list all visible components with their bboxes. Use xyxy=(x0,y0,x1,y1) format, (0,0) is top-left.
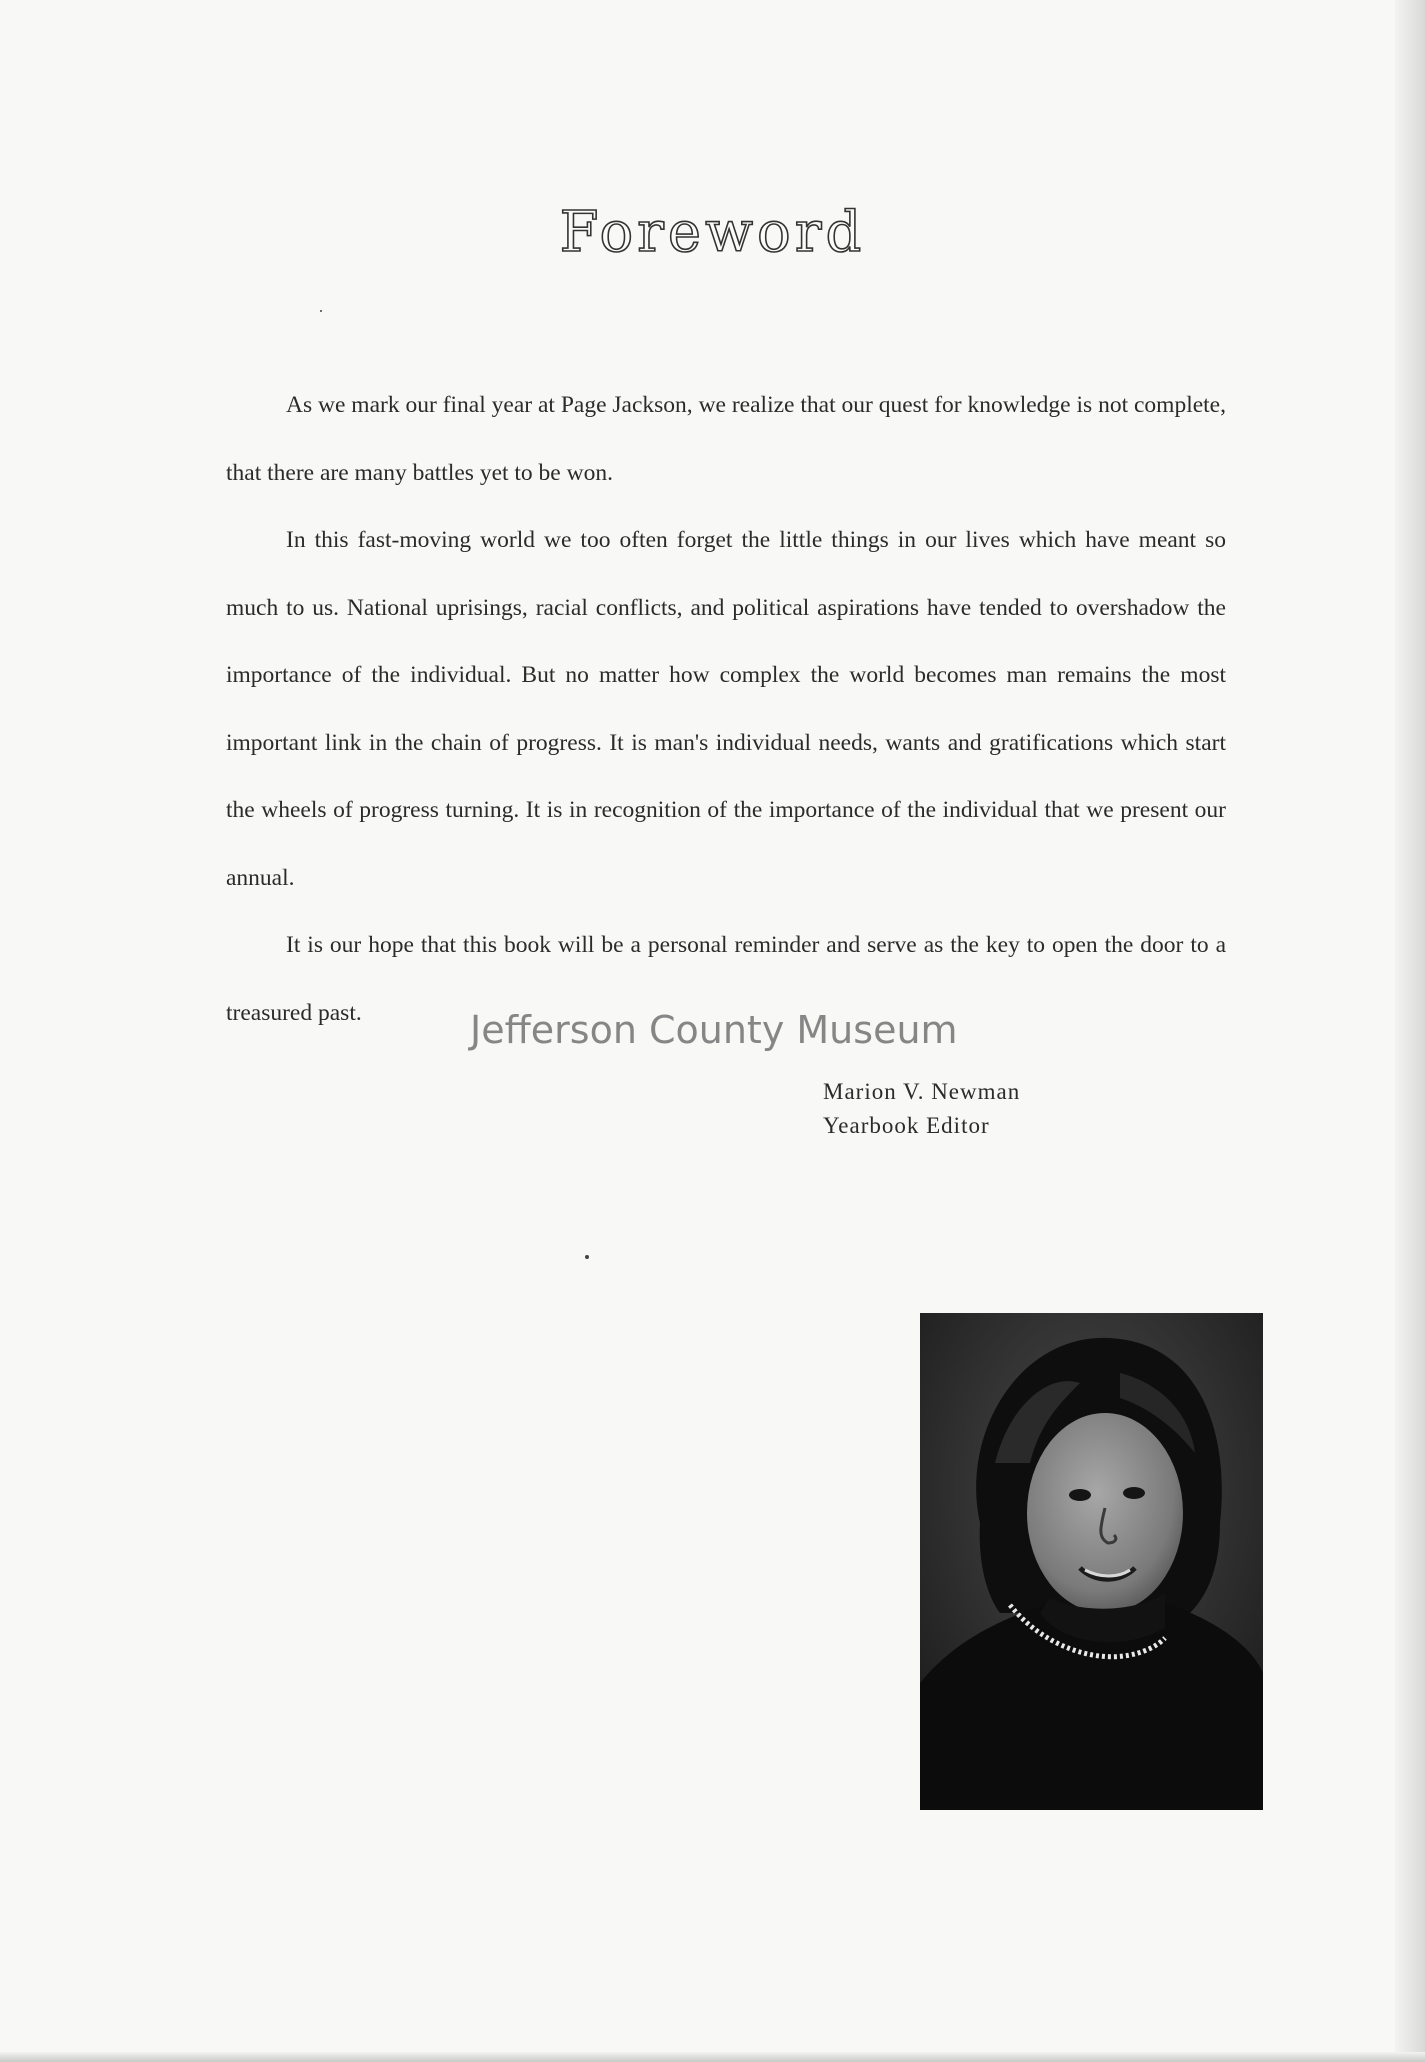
signature-role: Yearbook Editor xyxy=(823,1113,990,1138)
page-bottom-shadow xyxy=(0,2052,1425,2062)
portrait-illustration xyxy=(920,1313,1263,1810)
page-title: Foreword xyxy=(559,200,866,265)
page-edge-shadow xyxy=(1395,0,1425,2062)
museum-watermark: Jefferson County Museum xyxy=(470,1008,958,1052)
foreword-body xyxy=(226,372,1226,1047)
signature-block xyxy=(823,1075,1020,1143)
editor-portrait-photo xyxy=(920,1313,1263,1810)
paper-speck xyxy=(585,1255,589,1259)
paragraph-1: As we mark our final year at Page Jackson, we realize that our quest for knowledge is not complete, that there are many battles yet to be won. xyxy=(226,392,1226,486)
paper-speck xyxy=(320,310,322,312)
paragraph-2: In this fast-moving world we too often forget the little things in our lives which have meant so much to us. National uprisings, racial conflicts, and political aspirations have tended to overshadow the importance of the individual. But no matter how complex the world becomes man remains the most important link in the chain of progress. It is man's individual needs, wants and gratifications which start the wheels of progress turning. It is in recognition of the importance of the individual that we present our annual. xyxy=(226,527,1226,891)
paragraph-3: It is our hope that this book will be a personal reminder and serve as the key to open the door to a treasured past. xyxy=(226,932,1226,1026)
signature-name: Marion V. Newman xyxy=(823,1079,1021,1104)
